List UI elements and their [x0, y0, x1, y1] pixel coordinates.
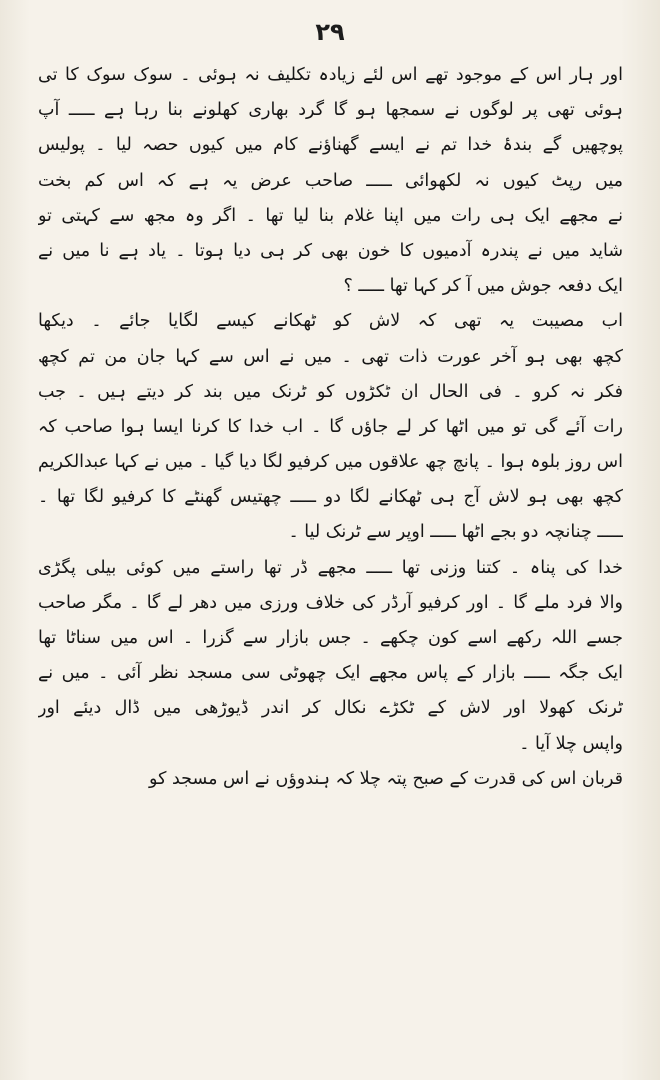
- text-line: نے مجھے ایک ہی رات میں اپنا غلام بنا لیا تھا ۔ اگر وہ مجھ سے کہتی تو: [38, 205, 623, 226]
- text-line: جسے اللہ رکھے اسے کون چکھے ۔ جس بازار سے گزرا ۔ اس میں سناٹا تھا: [38, 628, 623, 648]
- text-line: قربان اس کی قدرت کے صبح پتہ چلا کہ ہندوؤں نے اس مسجد کو: [149, 768, 623, 789]
- text-line: شاید میں نے پندرہ آدمیوں کا خون بھی کر ہی دیا ہوتا ۔ یاد ہے نا میں نے: [38, 240, 623, 261]
- text-line: ـــــ چنانچہ دو بجے اٹھا ـــــ اوپر سے ٹرنک لیا ۔: [288, 522, 623, 543]
- urdu-text-block: [38, 58, 623, 797]
- text-line: میں رپٹ کیوں نہ لکھوائی ـــــ صاحب عرض یہ ہے کہ اس کم بخت: [38, 170, 623, 191]
- text-line: ٹرنک کھولا اور لاش کے ٹکڑے نکال کر اندر ڈیوڑھی میں ڈال دیئے اور: [38, 698, 623, 719]
- text-line: کچھ بھی ہو آخر عورت ذات تھی ۔ میں نے اس سے کہا جان من تم کچھ: [38, 346, 623, 367]
- text-line: ایک جگہ ـــــ بازار کے پاس مجھے ایک چھوٹی سی مسجد نظر آئی ۔ میں نے: [38, 663, 623, 684]
- text-line: فکر نہ کرو ۔ فی الحال ان ٹکڑوں کو ٹرنک میں بند کر دیتے ہیں ۔ جب: [38, 381, 623, 402]
- text-line: ہوئی تھی پر لوگوں نے سمجھا ہو گا گرد بھاری کھلونے بنا رہا ہے ـــــ آپ: [38, 100, 623, 121]
- text-line: والا فرد ملے گا ۔ اور کرفیو آرڈر کی خلاف ورزی میں دھر لے گا ۔ مگر صاحب: [38, 592, 623, 613]
- text-line: واپس چلا آیا ۔: [519, 733, 623, 754]
- text-line: کچھ بھی ہو لاش آج ہی ٹھکانے لگا دو ـــــ چھتیس گھنٹے کا کرفیو لگا تھا ۔: [38, 487, 623, 508]
- text-line: پوچھیں گے بندۂ خدا تم نے ایسے گھناؤنے کام میں کیوں حصہ لیا ۔ پولیس: [38, 135, 623, 156]
- text-line: خدا کی پناہ ۔ کتنا وزنی تھا ـــــ مجھے ڈر تھا راستے میں کوئی بیلی پگڑی: [38, 557, 623, 578]
- text-line: اب مصیبت یہ تھی کہ لاش کو ٹھکانے کیسے لگایا جائے ۔ دیکھا: [38, 311, 623, 332]
- text-line: اس روز بلوہ ہوا ۔ پانچ چھ علاقوں میں کرفیو لگا دیا گیا ۔ میں نے کہا عبدالکریم: [38, 452, 623, 473]
- page-number: ۲۹: [315, 18, 345, 46]
- text-line: رات آئے گی تو میں اٹھا کر لے جاؤں گا ۔ اب خدا کا کرنا ایسا ہوا صاحب کہ: [38, 416, 623, 437]
- text-line: اور ہار اس کے موجود تھے اس لئے زیادہ تکلیف نہ ہوئی ۔ سوک سوک کا تی: [38, 65, 623, 85]
- text-line: ایک دفعہ جوش میں آ کر کہا تھا ـــــ ؟: [343, 276, 623, 297]
